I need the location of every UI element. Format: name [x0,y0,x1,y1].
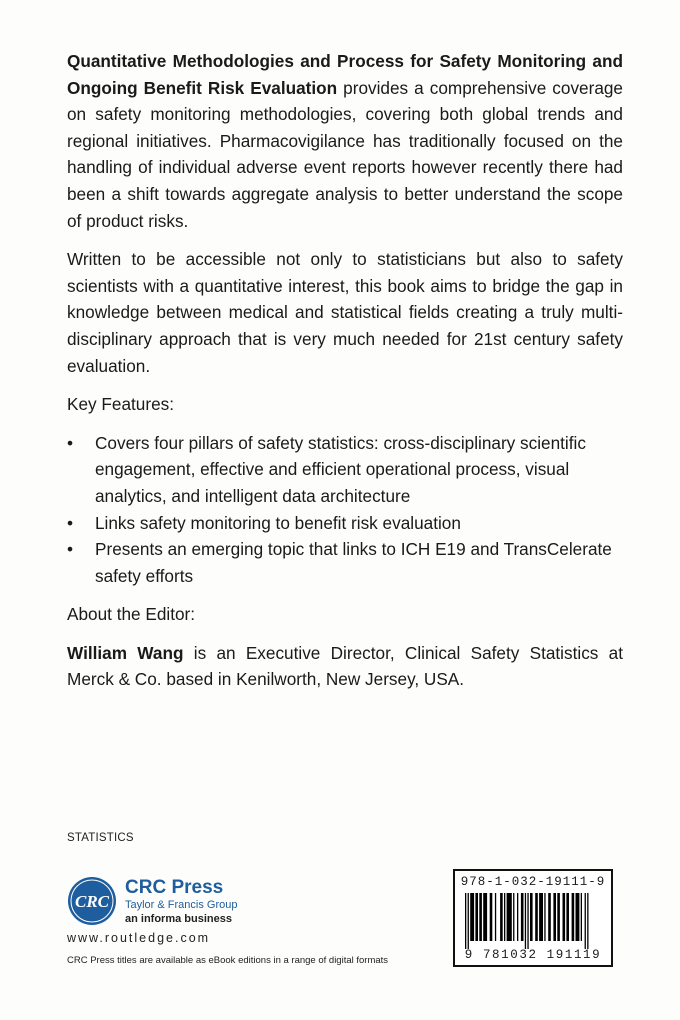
barcode-guard-bar [587,893,588,949]
bullet-icon: • [67,539,74,560]
about-editor-paragraph [67,640,623,693]
isbn-number: 978-1-032-19111-9 [460,875,606,889]
book-title-bold: Quantitative Methodologies and Process for Safety Monitoring and Ongoing Benefit Risk Evaluation [67,51,623,98]
description-block [67,48,623,705]
barcode-bar [548,893,551,941]
barcode-bar [500,893,503,941]
publisher-name: CRC Press [125,877,224,898]
key-feature-item: • Links safety monitoring to benefit risk evaluation [67,510,623,537]
barcode-guard-bar [585,893,586,949]
barcode-bar [576,893,580,941]
barcode-bar [517,893,518,941]
description-paragraph-2: Written to be accessible not only to statisticians but also to safety scientists with a quantitative interest, this book aims to bridge the gap in knowledge between medical and statistical fields creating a truly multi-disciplinary approach that is very much needed for 21st century safety evaluation. [67,249,623,376]
about-editor-heading: About the Editor: [67,604,196,625]
publisher-website: www.routledge.com [67,931,211,945]
barcode-bar [539,893,543,941]
barcode-bar [563,893,566,941]
bullet-icon: • [67,512,74,533]
barcode-bar [544,893,545,941]
description-paragraph-1-text: provides a comprehensive coverage on safety monitoring methodologies, covering both global trends and regional initiatives. Pharmacovigilance has traditionally focused on the handling of individual adverse event reports however recently there had been a shift towards aggregate analysis to better understand the scope of product risks. [67,77,623,231]
barcode-bar [507,893,512,941]
barcode-bar [483,893,487,941]
key-features-list [67,430,623,590]
key-features-heading: Key Features: [67,394,174,415]
barcode-guard-bar [465,893,466,949]
editor-name: William Wang [67,642,184,663]
barcode-guard-bar [527,893,528,949]
bullet-icon: • [67,432,74,453]
ebook-note: CRC Press titles are available as eBook editions in a range of digital formats [67,955,389,966]
barcode-bar [535,893,538,941]
barcode-bar [470,893,474,941]
key-feature-item: • Covers four pillars of safety statistics: cross-disciplinary scientific engagement, effective and efficient operational process, visual analytics, and intelligent data architecture [67,430,623,510]
publisher-group: Taylor & Francis Group [125,899,238,911]
barcode-bar [495,893,496,941]
description-paragraph-1 [67,48,623,234]
crc-logo-icon [67,876,117,926]
barcode-bar [479,893,482,941]
isbn-barcode [453,869,613,967]
svg-text:CRC: CRC [74,892,110,911]
barcode-bar [581,893,582,941]
barcode-guard-bar [525,893,526,949]
barcode-bar [566,893,569,941]
key-feature-item: • Presents an emerging topic that links to ICH E19 and TransCelerate safety efforts [67,536,623,589]
barcode-bar [572,893,575,941]
editor-bio: is an Executive Director, Clinical Safety Statistics at Merck & Co. based in Kenilworth, New Jersey, USA. [67,642,623,690]
barcode-bar [553,893,556,941]
barcode-bars [461,893,605,949]
barcode-bar [475,893,478,941]
barcode-bar [530,893,533,941]
barcode-bar [504,893,505,941]
publisher-informa: an informa business [125,913,232,925]
barcode-bar [490,893,493,941]
barcode-bar [513,893,514,941]
barcode-digits: 9 781032 191119 [464,948,602,962]
publisher-brand [125,878,237,926]
barcode-bar [521,893,524,941]
barcode-guard-bar [468,893,469,949]
subject-category: STATISTICS [67,832,134,844]
barcode-bar [557,893,560,941]
